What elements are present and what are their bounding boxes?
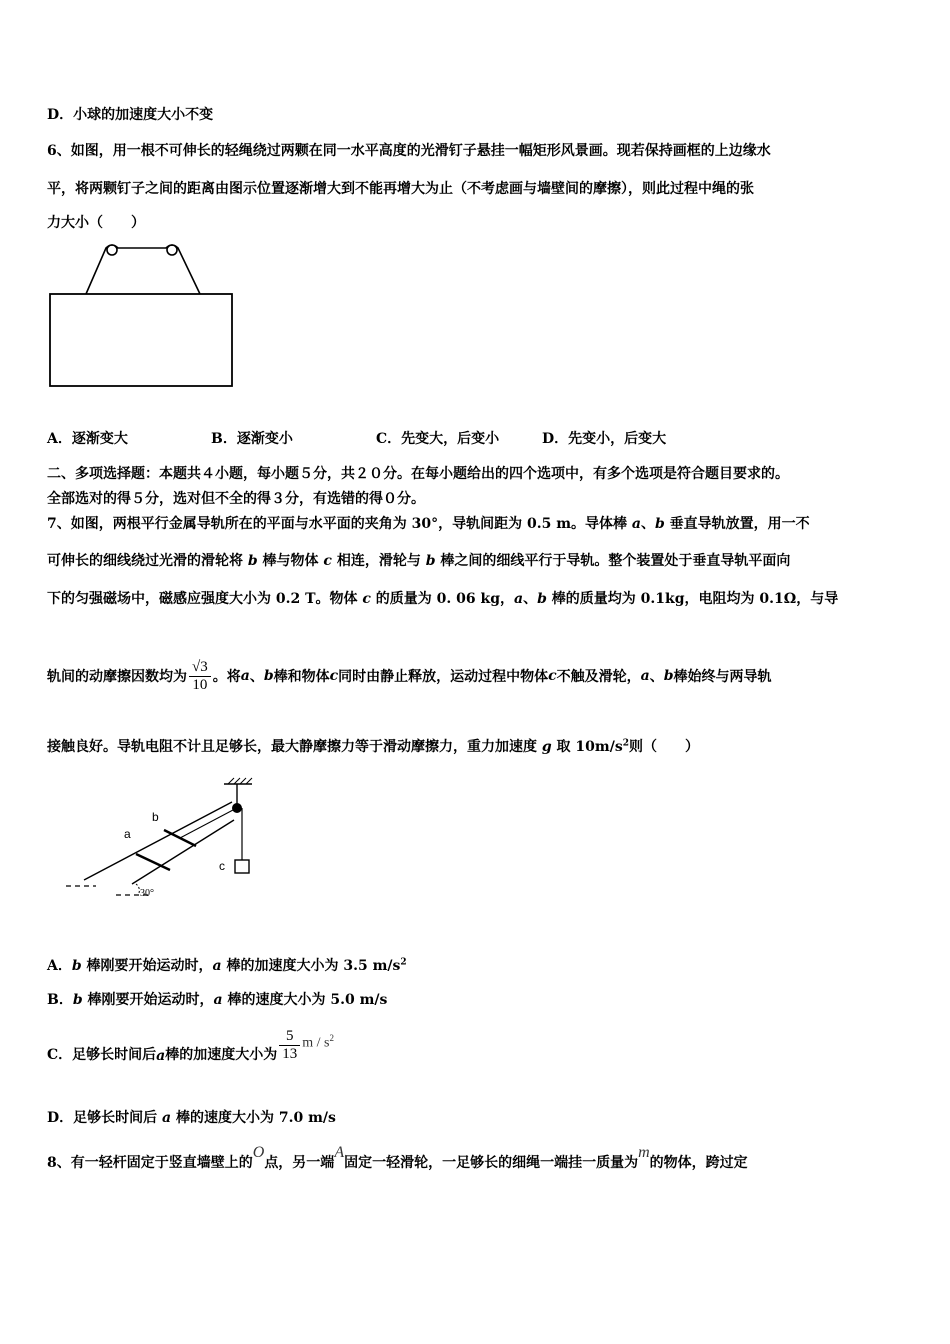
q7-l4g: c <box>329 668 339 684</box>
q7-l4n: 棒始终与两导轨 <box>673 669 772 685</box>
q8-p3: 固定一轻滑轮，一足够长的细绳一端挂一质量为 <box>344 1155 639 1171</box>
q7-l2g: 棒之间的细线平行于导轨。整个装置处于垂直导轨平面向 <box>435 553 791 569</box>
q7-l2f: b <box>425 553 436 569</box>
q7-l4b: 。将 <box>212 669 241 685</box>
q6-text-line-1 <box>47 140 771 160</box>
q7-optB-p5: 棒的速度大小为 5.0 m/s <box>222 992 388 1008</box>
q6-option-d: D．先变小，后变大 <box>542 431 667 447</box>
q7-l3e: 、 <box>523 591 538 607</box>
q6-text-line-3 <box>47 212 145 232</box>
q7-optB-p4: a <box>213 992 223 1008</box>
angle-label: 30° <box>140 888 154 899</box>
q7-l5d: 2 <box>622 738 629 749</box>
mu-fraction <box>189 659 211 694</box>
q6-line1: 6、如图，用一根不可伸长的轻绳绕过两颗在同一水平高度的光滑钉子悬挂一幅矩形风景画。现若保持画框的上边缘水 <box>47 143 771 159</box>
q7-l3a: 下的匀强磁场中，磁感应强度大小为 0.2 T。物体 <box>47 591 363 607</box>
q7-l1c: 、 <box>640 516 655 532</box>
q7-l3g: 棒的质量均为 0.1kg，电阻均为 0.1Ω，与导 <box>546 591 839 607</box>
q7-text-line-5 <box>47 736 699 756</box>
label-b: b <box>152 810 159 824</box>
picture-frame <box>50 294 232 386</box>
q8-p2: 点，另一端 <box>264 1155 335 1171</box>
q7-l1d: b <box>654 516 665 532</box>
q6-option-c: C．先变大，后变小 <box>376 431 500 447</box>
q8-point-O: O <box>252 1144 265 1161</box>
q7-inclined-rails-figure <box>62 776 272 908</box>
q7-optD-p1: D．足够长时间后 <box>47 1110 163 1126</box>
q6-option-b: B．逐渐变小 <box>211 431 293 447</box>
q7-optD-p3: 棒的速度大小为 7.0 m/s <box>171 1110 336 1126</box>
q7-option-d <box>47 1107 336 1127</box>
hatch-1 <box>228 778 234 784</box>
mu-denominator: 10 <box>189 676 211 694</box>
q6-picture-frame-figure <box>44 238 240 390</box>
q7-l1e: 垂直导轨放置，用一不 <box>664 516 810 532</box>
q7-optB-p3: 棒刚要开始运动时， <box>82 992 214 1008</box>
q7-text-line-1 <box>47 513 810 533</box>
q7-l3b: c <box>362 591 371 607</box>
section2-text-2: 全部选对的得５分，选对但不全的得３分，有选错的得０分。 <box>47 491 425 507</box>
angle-arc <box>136 884 139 895</box>
q7-optA-p1: A． <box>47 958 72 974</box>
q7-optC-fraction <box>279 1028 300 1063</box>
q7-optC-p3: 棒的加速度大小为 <box>165 1047 278 1063</box>
hatch-3 <box>240 778 246 784</box>
q7-optC-unit-text: m / s <box>302 1035 330 1051</box>
q7-optC-unit-sup: 2 <box>329 1032 334 1043</box>
q7-option-c <box>47 1020 334 1070</box>
q7-l4c: a <box>240 668 250 684</box>
section2-line-2 <box>47 488 425 508</box>
q7-optB-p2: b <box>72 992 83 1008</box>
q7-l2c: 棒与物体 <box>257 553 324 569</box>
q7-optC-num: 5 <box>285 1027 294 1044</box>
q7-l4j: 不触及滑轮， <box>556 669 641 685</box>
q7-l2b: b <box>247 553 258 569</box>
q7-optA-p5: 棒的加速度大小为 3.5 m/s <box>221 958 401 974</box>
q7-text-line-3 <box>47 588 838 608</box>
rope <box>86 245 200 294</box>
q6-line3: 力大小（ ） <box>47 215 145 231</box>
q7-option-b <box>47 989 387 1009</box>
q7-optD-p2: a <box>162 1110 172 1126</box>
q6-line2: 平，将两颗钉子之间的距离由图示位置逐渐增大到不能再增大为止（不考虑画与墙壁间的摩擦），则此过程中绳的张 <box>47 181 754 197</box>
q8-p4: 的物体，跨过定 <box>649 1155 748 1171</box>
q7-l4m: b <box>663 668 674 684</box>
q8-text-line-1 <box>47 1144 748 1172</box>
q8-p1: 8、有一轻杆固定于竖直墙壁上的 <box>47 1155 253 1171</box>
q7-option-a <box>47 955 407 975</box>
section2-text-1: 二、多项选择题：本题共４小题，每小题５分，共２０分。在每小题给出的四个选项中，有多个选项是符合题目要求的。 <box>47 466 789 482</box>
q7-optC-p1: C．足够长时间后 <box>47 1047 157 1063</box>
q7-l5c: 取 10m/s <box>551 739 623 755</box>
q7-text-line-2 <box>47 550 790 570</box>
q6-option-a: A．逐渐变大 <box>47 431 128 447</box>
q7-l4h: 同时由静止释放，运动过程中物体 <box>338 669 549 685</box>
label-c: c <box>219 859 225 873</box>
hatch-4 <box>246 778 252 784</box>
q7-optA-p6: 2 <box>400 957 407 968</box>
q7-l2e: 相连，滑轮与 <box>331 553 426 569</box>
q7-l5b: g <box>541 739 552 755</box>
q7-l4f: 棒和物体 <box>273 669 330 685</box>
q7-l4e: b <box>263 668 274 684</box>
q7-l3c: 的质量为 0. 06 kg， <box>370 591 515 607</box>
q7-l3f: b <box>537 591 547 607</box>
pulley-icon <box>232 803 242 813</box>
q7-l4i: c <box>548 668 557 684</box>
q7-l4a: 轨间的动摩擦因数均为 <box>47 669 187 685</box>
q7-l3d: a <box>514 591 524 607</box>
q8-mass-m: m <box>638 1144 650 1161</box>
q7-l1a: 7、如图，两根平行金属导轨所在的平面与水平面的夹角为 30°，导轨间距为 0.5 m。导体棒 <box>47 516 632 532</box>
q6-options <box>47 428 707 448</box>
label-a: a <box>124 827 131 841</box>
q7-l4l: 、 <box>649 669 664 685</box>
rail-lower <box>132 820 234 884</box>
hatch-2 <box>234 778 240 784</box>
q7-text-line-4 <box>47 650 772 702</box>
section2-line-1 <box>47 463 789 483</box>
q5-option-d-text: D．小球的加速度大小不变 <box>47 107 214 123</box>
q7-optC-unit <box>302 1033 334 1052</box>
q7-l5e: 则（ ） <box>628 739 699 755</box>
mu-numerator: √3 <box>192 658 208 675</box>
q7-l1b: a <box>631 516 641 532</box>
q7-l4d: 、 <box>249 669 264 685</box>
q7-l2d: c <box>323 553 332 569</box>
string-b-pulley <box>180 810 233 838</box>
q5-option-d <box>47 104 213 124</box>
q7-optC-p2: a <box>156 1048 166 1064</box>
q6-text-line-2 <box>47 178 754 198</box>
q7-optB-p1: B． <box>47 992 73 1008</box>
q8-point-A: A <box>334 1144 345 1161</box>
q7-optC-den: 13 <box>279 1045 300 1063</box>
q7-l5a: 接触良好。导轨电阻不计且足够长，最大静摩擦力等于滑动摩擦力，重力加速度 <box>47 739 542 755</box>
q7-l4k: a <box>640 668 650 684</box>
q7-optA-p4: a <box>212 958 222 974</box>
q7-optA-p3: 棒刚要开始运动时， <box>81 958 213 974</box>
rod-a <box>136 854 170 870</box>
block-c <box>235 860 249 873</box>
q7-l2a: 可伸长的细线绕过光滑的滑轮将 <box>47 553 248 569</box>
q7-optA-p2: b <box>71 958 82 974</box>
